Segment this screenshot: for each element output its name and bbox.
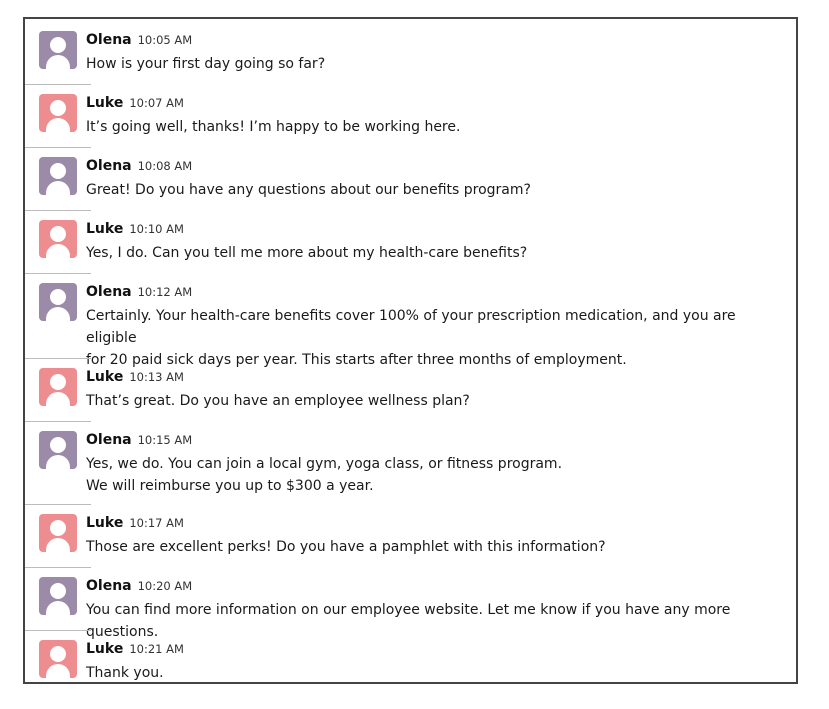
chat-transcript [23,17,798,684]
divider [25,504,91,505]
message-time: 10:07 AM [129,96,184,110]
user-avatar-icon [39,640,77,678]
sender-name: Olena [86,284,132,300]
sender-name: Olena [86,432,132,448]
divider [25,210,91,211]
message-text: You can find more information on our employee website. Let me know if you have any more questions. [86,602,731,640]
message-time: 10:20 AM [137,579,193,593]
message-text: Yes, we do. You can join a local gym, yoga class, or fitness program. We will reimburse you up to $300 a year. [86,456,563,494]
message-text: Yes, I do. Can you tell me more about my health-care benefits? [86,245,528,261]
sender-name: Olena [86,578,132,594]
user-avatar-icon [39,157,77,195]
message-time: 10:05 AM [137,33,193,47]
user-avatar-icon [39,283,77,321]
divider [25,358,91,359]
user-avatar-icon [39,577,77,615]
message-text: It’s going well, thanks! I’m happy to be working here. [86,119,461,135]
message-text: Thank you. [86,665,164,681]
divider [25,567,91,568]
sender-name: Luke [86,515,124,531]
message-text: Great! Do you have any questions about our benefits program? [86,182,531,198]
user-avatar-icon [39,368,77,406]
message-time: 10:13 AM [129,370,184,384]
user-avatar-icon [39,431,77,469]
message-text: Certainly. Your health-care benefits cover 100% of your prescription medication, and you are eligible for 20 paid sick days per year. This starts after three months of employment. [86,308,736,368]
divider [25,421,91,422]
user-avatar-icon [39,220,77,258]
message-time: 10:15 AM [137,433,193,447]
sender-name: Luke [86,369,124,385]
user-avatar-icon [39,31,77,69]
message-time: 10:21 AM [129,642,184,656]
sender-name: Luke [86,95,124,111]
divider [25,630,91,631]
user-avatar-icon [39,514,77,552]
sender-name: Olena [86,32,132,48]
divider [25,147,91,148]
message-text: How is your first day going so far? [86,56,326,72]
divider [25,273,91,274]
divider [25,84,91,85]
message-time: 10:10 AM [129,222,184,236]
message-time: 10:17 AM [129,516,184,530]
message-text: Those are excellent perks! Do you have a pamphlet with this information? [86,539,606,555]
message-time: 10:12 AM [137,285,193,299]
user-avatar-icon [39,94,77,132]
message-time: 10:08 AM [137,159,193,173]
sender-name: Olena [86,158,132,174]
sender-name: Luke [86,641,124,657]
sender-name: Luke [86,221,124,237]
message-text: That’s great. Do you have an employee wellness plan? [86,393,470,409]
